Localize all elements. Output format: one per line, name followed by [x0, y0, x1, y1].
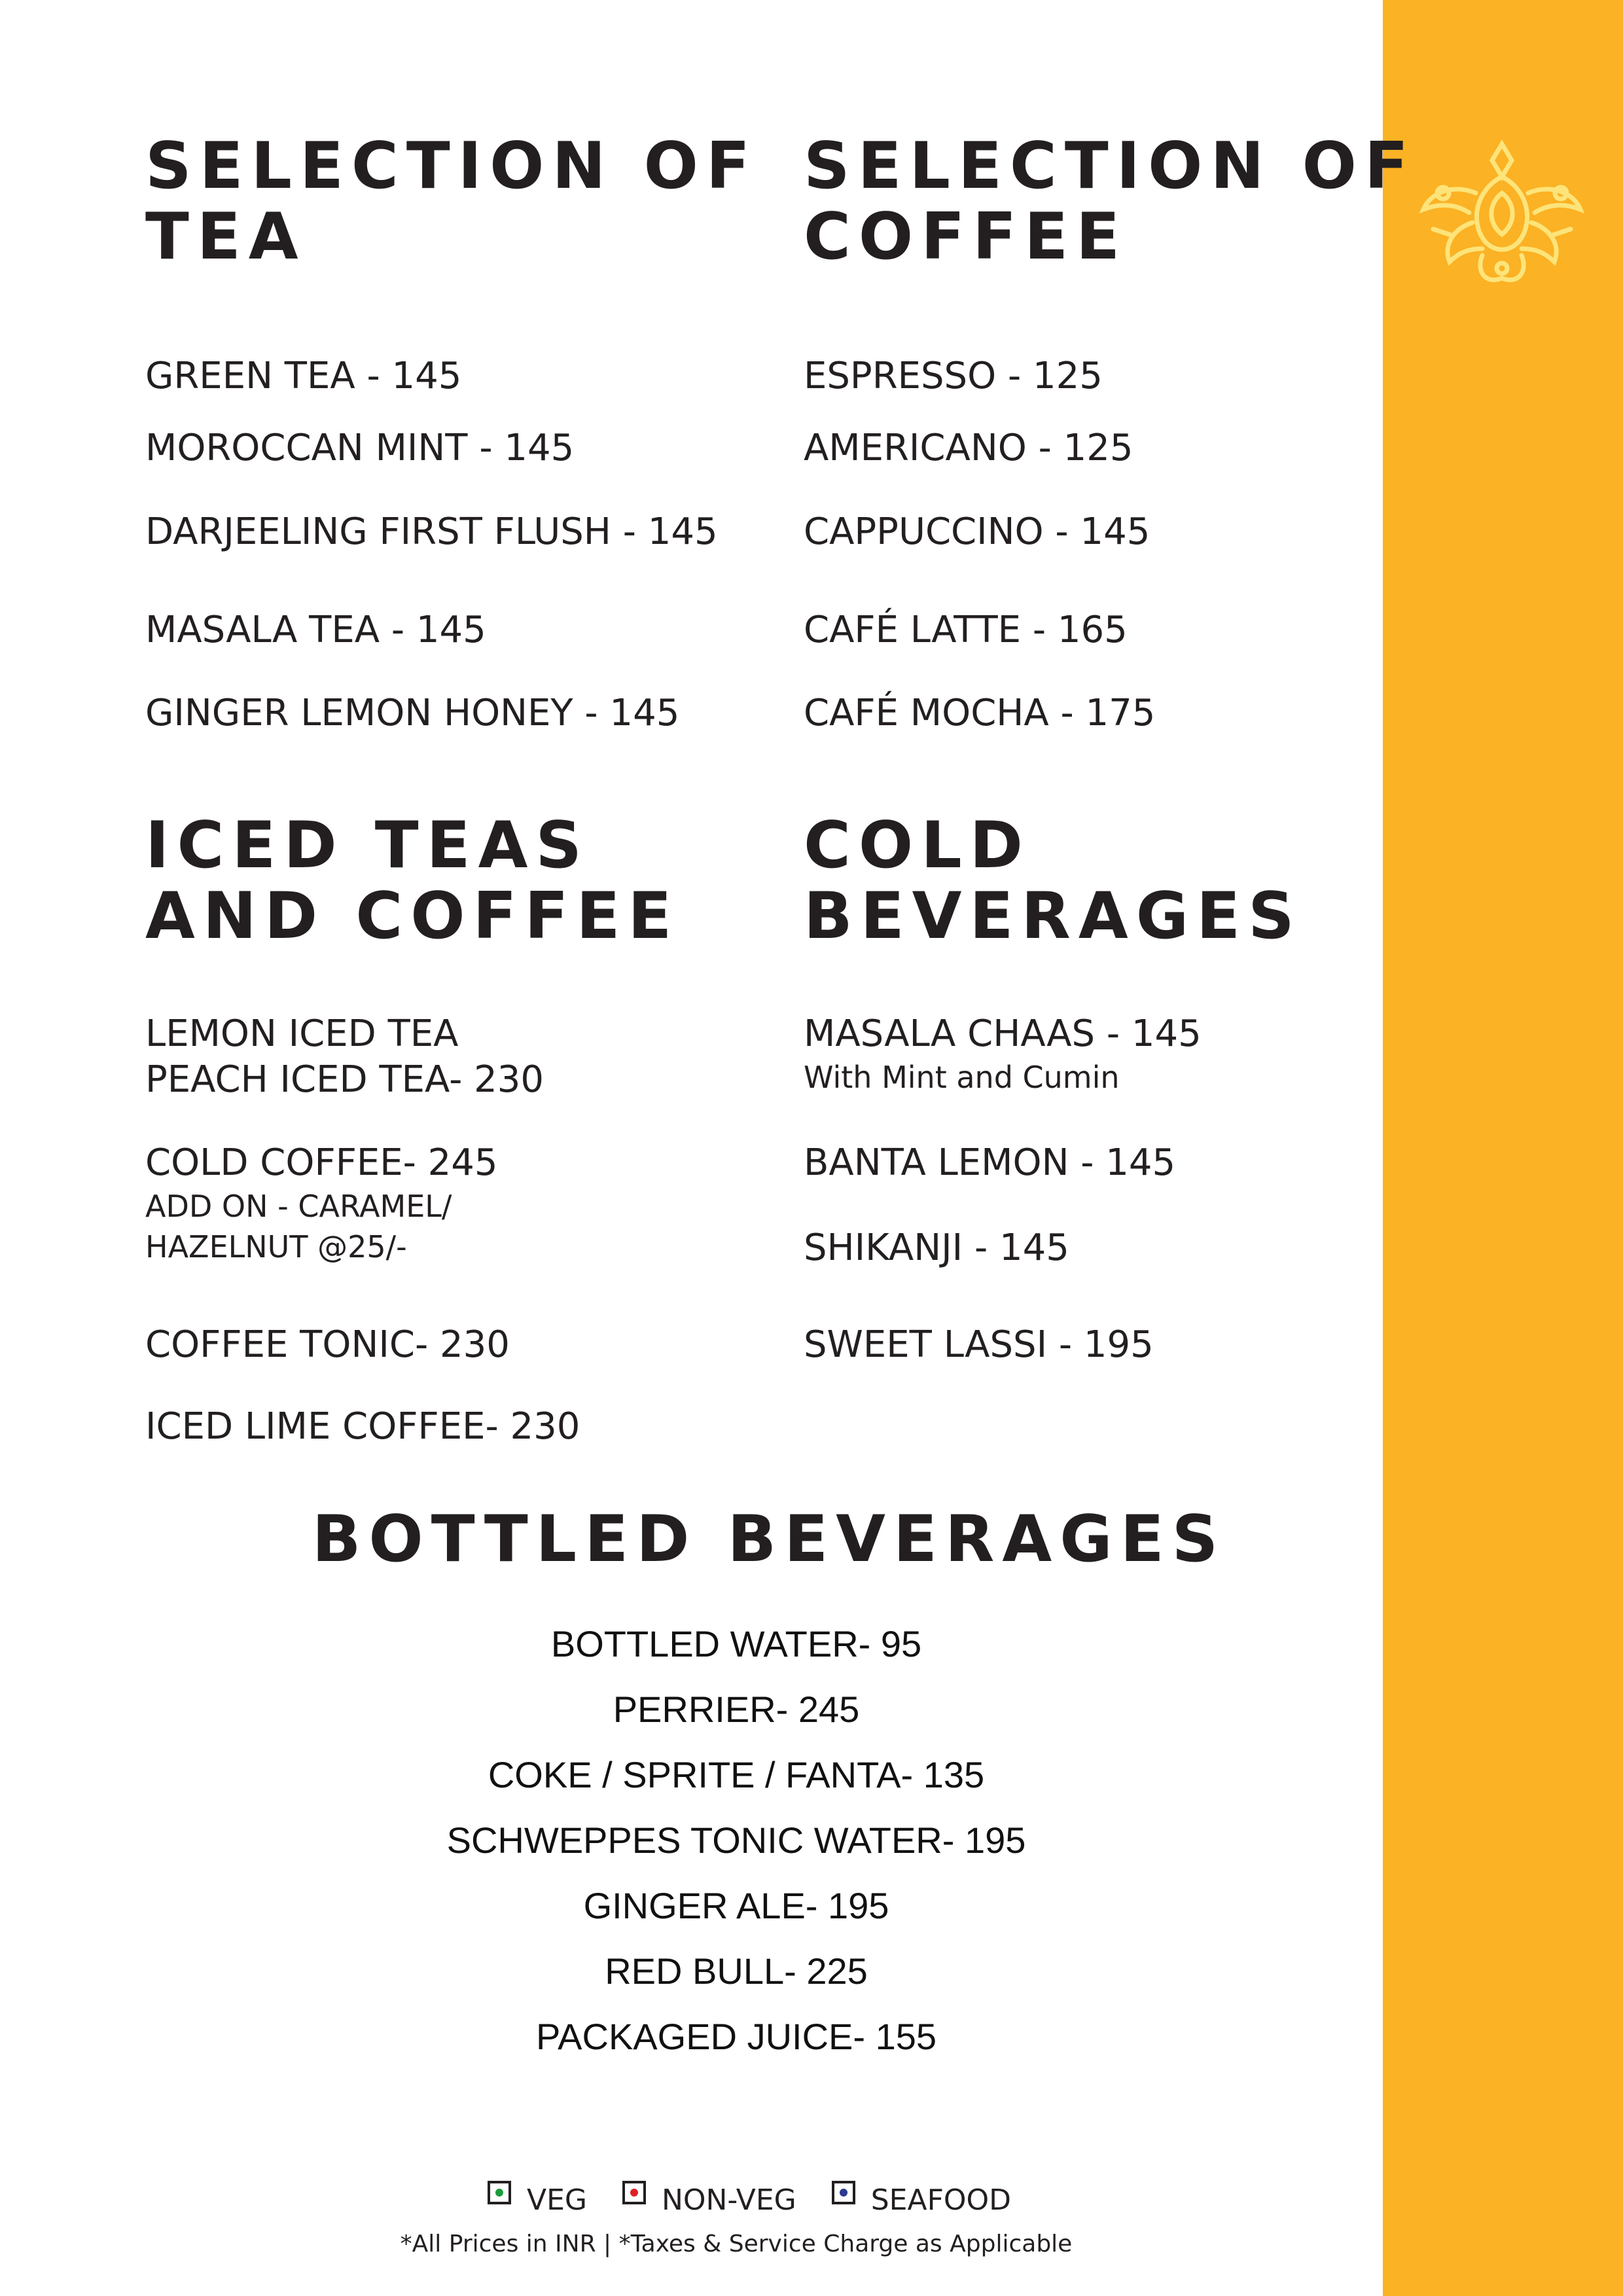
menu-item-masala-tea: MASALA TEA - 145 — [145, 609, 486, 651]
bottled-beverages-list — [0, 1611, 1472, 2070]
veg-marker-icon — [488, 2181, 511, 2204]
heading-line: COFFEE — [804, 200, 1128, 274]
menu-item-red-bull: RED BULL- 225 — [605, 1950, 868, 1992]
menu-item-moroccan-mint: MOROCCAN MINT - 145 — [145, 427, 575, 469]
menu-item-sweet-lassi: SWEET LASSI - 195 — [804, 1323, 1154, 1366]
menu-item-iced-teas — [145, 1011, 544, 1103]
diet-legend — [0, 2179, 1472, 2220]
heading-line: ICED TEAS — [145, 808, 590, 883]
item-line: LEMON ICED TEA — [145, 1013, 459, 1055]
menu-item-cafe-latte: CAFÉ LATTE - 165 — [804, 609, 1128, 651]
menu-item-cafe-mocha: CAFÉ MOCHA - 175 — [804, 692, 1156, 734]
bottled-section-heading: BOTTLED BEVERAGES — [312, 1502, 1226, 1577]
heading-line: COLD — [804, 808, 1031, 883]
item-description: With Mint and Cumin — [804, 1060, 1120, 1095]
non-veg-marker-icon — [622, 2181, 646, 2204]
menu-item-coke-sprite-fanta: COKE / SPRITE / FANTA- 135 — [488, 1754, 985, 1795]
item-line: PEACH ICED TEA- 230 — [145, 1058, 544, 1101]
heading-line: BEVERAGES — [804, 879, 1302, 954]
menu-item-perrier: PERRIER- 245 — [613, 1689, 860, 1730]
iced-section-heading — [145, 810, 679, 952]
item-name: MASALA CHAAS - 145 — [804, 1013, 1202, 1055]
menu-item-packaged-juice: PACKAGED JUICE- 155 — [535, 2016, 937, 2057]
menu-item-shikanji: SHIKANJI - 145 — [804, 1227, 1069, 1269]
menu-item-darjeeling: DARJEELING FIRST FLUSH - 145 — [145, 511, 718, 553]
menu-item-cold-coffee — [145, 1140, 498, 1267]
menu-item-masala-chaas — [804, 1011, 1202, 1098]
heading-line: TEA — [145, 200, 306, 274]
menu-item-espresso: ESPRESSO - 125 — [804, 355, 1103, 397]
menu-item-iced-lime-coffee: ICED LIME COFFEE- 230 — [145, 1405, 580, 1448]
menu-item-coffee-tonic: COFFEE TONIC- 230 — [145, 1323, 510, 1366]
item-addon: ADD ON - CARAMEL/ — [145, 1189, 452, 1224]
menu-item-americano: AMERICANO - 125 — [804, 427, 1133, 469]
menu-item-bottled-water: BOTTLED WATER- 95 — [550, 1623, 922, 1664]
heading-line: AND COFFEE — [145, 879, 680, 954]
menu-item-ginger-ale: GINGER ALE- 195 — [583, 1885, 889, 1926]
tea-section-heading — [145, 131, 758, 272]
item-name: COLD COFFEE- 245 — [145, 1141, 498, 1184]
ornamental-emblem-icon — [1414, 131, 1590, 291]
legend-label-veg: VEG — [526, 2183, 587, 2217]
legend-label-non-veg: NON-VEG — [661, 2183, 796, 2217]
cold-section-heading — [804, 810, 1302, 952]
seafood-marker-icon — [832, 2181, 855, 2204]
legend-label-seafood: SEAFOOD — [870, 2183, 1012, 2217]
heading-line: SELECTION OF — [145, 129, 758, 204]
item-addon: HAZELNUT @25/- — [145, 1229, 407, 1265]
menu-item-schweppes: SCHWEPPES TONIC WATER- 195 — [446, 1820, 1026, 1861]
heading-line: SELECTION OF — [804, 129, 1416, 204]
menu-item-green-tea: GREEN TEA - 145 — [145, 355, 462, 397]
menu-item-cappuccino: CAPPUCCINO - 145 — [804, 511, 1150, 553]
coffee-section-heading — [804, 131, 1416, 272]
menu-item-ginger-lemon-honey: GINGER LEMON HONEY - 145 — [145, 692, 680, 734]
price-note: *All Prices in INR | *Taxes & Service Charge as Applicable — [400, 2231, 1073, 2257]
menu-item-banta-lemon: BANTA LEMON - 145 — [804, 1141, 1176, 1184]
